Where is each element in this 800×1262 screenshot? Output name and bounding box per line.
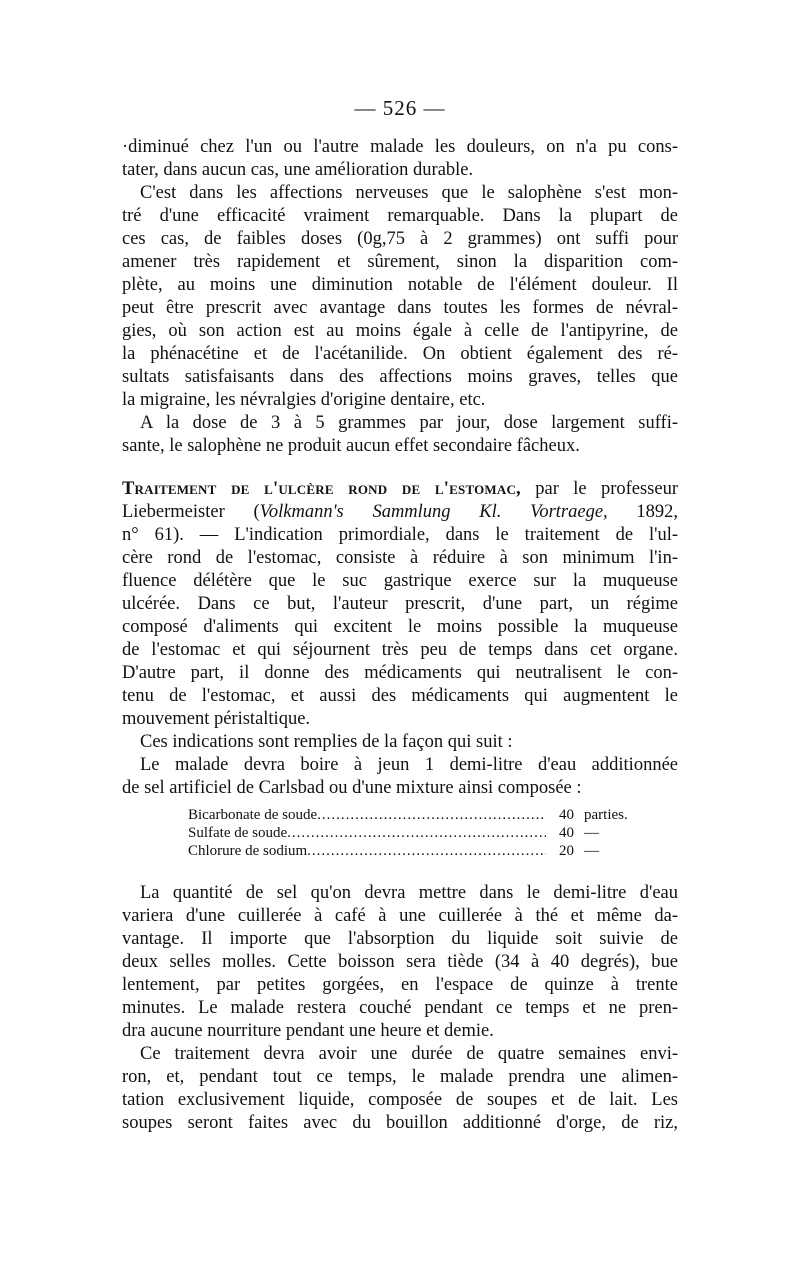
text-line: ces cas, de faibles doses (0g,75 à 2 grammes) ont suffi pour [122,229,678,249]
text-line: A la dose de 3 à 5 grammes par jour, dose largement suffi- [140,413,678,433]
citation-author: Liebermeister ( [122,502,260,522]
text-line: tater, dans aucun cas, une amélioration durable. [122,160,474,180]
text-line: ron, et, pendant tout ce temps, le malade prendra une alimen- [122,1067,678,1087]
text-line: tation exclusivement liquide, composée de soupes et de lait. Les [122,1090,678,1110]
paragraph-spacer [122,860,678,882]
text-line: soupes seront faites avec du bouillon additionné d'orge, de riz, [122,1113,678,1133]
text-line: cère rond de l'estomac, consiste à réduire à son minimum l'in- [122,548,678,568]
text-line: ·diminué chez l'un ou l'autre malade les douleurs, on n'a pu cons- [122,137,678,157]
text-line: Ce traitement devra avoir une durée de quatre semaines envi- [140,1044,678,1064]
text-line: de sel artificiel de Carlsbad ou d'une mixture ainsi composée : [122,778,582,798]
recipe-quantity: 40 [559,825,574,841]
section-spacer [122,458,678,478]
text-line: minutes. Le malade restera couché pendant ce temps et ne pren- [122,998,678,1018]
text-line [122,478,678,501]
body-text [122,136,678,1135]
text-line: deux selles molles. Cette boisson sera tiède (34 à 40 degrés), bue [122,952,678,972]
recipe-ingredient: Sulfate de soude [188,825,288,841]
text-line: la migraine, les névralgies d'origine dentaire, etc. [122,390,486,410]
text-line: amener très rapidement et sûrement, sinon la disparition com- [122,252,678,272]
recipe-row [188,842,638,860]
leader-dots [287,824,546,842]
text-line: plète, au moins une diminution notable de l'élément douleur. Il [122,275,678,295]
recipe-ingredient: Bicarbonate de soude [188,807,318,823]
recipe-unit: — [584,843,599,859]
text-line [122,501,678,524]
recipe-row [188,806,638,824]
paragraph-nervous-affections [122,182,678,412]
text-line: sante, le salophène ne produit aucun effet secondaire fâcheux. [122,436,580,456]
text-line: fluence délétère que le suc gastrique exerce sur la muqueuse [122,571,678,591]
text-line: vantage. Il importe que l'absorption du liquide soit suivie de [122,929,678,949]
text-line: variera d'une cuillerée à café à une cuillerée à thé et même da- [122,906,678,926]
recipe-unit: — [584,825,599,841]
citation-journal: Volkmann's Sammlung Kl. Vortraege, [259,502,608,522]
recipe-unit: parties. [584,807,628,823]
recipe-row [188,824,638,842]
text-line: C'est dans les affections nerveuses que le salophène s'est mon- [140,183,678,203]
text-line: tenu de l'estomac, et aussi des médicaments qui augmentent le [122,686,678,706]
recipe-table [188,806,638,860]
citation-year: 1892, [607,502,679,522]
section-ulcer-treatment [122,478,678,731]
text-line: la phénacétine et de l'acétanilide. On obtient également des ré- [122,344,678,364]
paragraph-salt-quantity [122,882,678,1043]
text-line: sultats satisfaisants dans des affections moins graves, telles que [122,367,678,387]
text-line: de l'estomac et qui séjournent très peu de temps dans cet organe. [122,640,678,660]
leader-dots [317,806,546,824]
text-line: gies, où son action est au moins égale à celle de l'antipyrine, de [122,321,678,341]
text-line: tré d'une efficacité vraiment remarquable. Dans la plupart de [122,206,678,226]
recipe-ingredient: Chlorure de sodium [188,843,308,859]
text-line: Le malade devra boire à jeun 1 demi-litre d'eau additionnée [140,755,678,775]
text-line: mouvement péristaltique. [122,709,311,729]
text-line: peut être prescrit avec avantage dans toutes les formes de névral- [122,298,678,318]
text-line: dra aucune nourriture pendant une heure et demie. [122,1021,494,1041]
text-line: D'autre part, il donne des médicaments qui neutralisent le con- [122,663,678,683]
text-line: composé d'aliments qui excitent le moins possible la muqueuse [122,617,678,637]
section-title-rest: par le professeur [520,479,679,499]
section-title: Traitement de l'ulcère rond de l'estomac, [122,479,521,499]
text-line: n° 61). — L'indication primordiale, dans le traitement de l'ul- [122,525,678,545]
recipe-quantity: 40 [559,807,574,823]
paragraph-salophene-end [122,136,678,182]
paragraph-carlsbad [122,754,678,800]
text-line: ulcérée. Dans ce but, l'auteur prescrit, d'une part, un régime [122,594,678,614]
paragraph-dosage [122,412,678,458]
leader-dots [307,842,546,860]
text-line: lentement, par petites gorgées, en l'espace de quinze à trente [122,975,678,995]
text-line: Ces indications sont remplies de la façon qui suit : [140,732,513,752]
recipe-quantity: 20 [559,843,574,859]
paragraph-treatment-duration [122,1043,678,1135]
page-number: — 526 — [354,96,446,120]
paragraph-indications [122,731,678,754]
text-line: La quantité de sel qu'on devra mettre dans le demi-litre d'eau [140,883,678,903]
